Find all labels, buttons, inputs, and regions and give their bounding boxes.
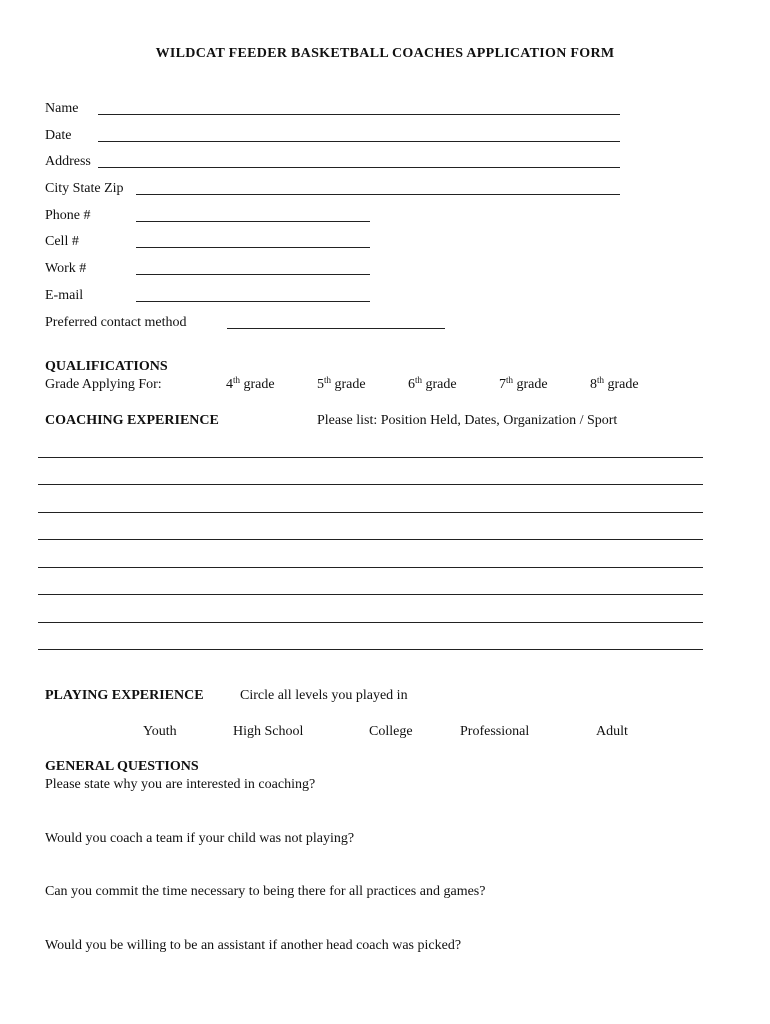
form-title: WILDCAT FEEDER BASKETBALL COACHES APPLICATION FORM (155, 46, 615, 61)
coaching-experience-instruction: Please list: Position Held, Dates, Organization / Sport (317, 413, 618, 428)
work-field[interactable] (136, 274, 370, 275)
grade-applying-label: Grade Applying For: (45, 377, 162, 392)
grade-option-7[interactable] (499, 377, 548, 393)
work-label: Work # (45, 261, 87, 276)
qualifications-heading: QUALIFICATIONS (45, 359, 168, 374)
level-option-youth[interactable]: Youth (143, 724, 177, 739)
grade-suffix: th (415, 375, 423, 385)
name-label: Name (45, 101, 79, 116)
playing-experience-instruction: Circle all levels you played in (240, 688, 408, 703)
question-why-coaching: Please state why you are interested in coaching? (45, 777, 316, 792)
level-option-adult[interactable]: Adult (596, 724, 628, 739)
phone-field[interactable] (136, 221, 370, 222)
grade-number: 7 (499, 377, 506, 392)
grade-option-8[interactable] (590, 377, 639, 393)
grade-word: grade (513, 377, 548, 392)
city-state-zip-field[interactable] (136, 194, 620, 195)
coaching-entry-line[interactable] (38, 484, 703, 485)
address-label: Address (45, 154, 91, 169)
address-field[interactable] (98, 167, 620, 168)
question-coach-without-child: Would you coach a team if your child was not playing? (45, 831, 355, 846)
level-option-professional[interactable]: Professional (460, 724, 530, 739)
city-state-zip-label: City State Zip (45, 181, 124, 196)
grade-number: 6 (408, 377, 415, 392)
question-assistant-willing: Would you be willing to be an assistant if another head coach was picked? (45, 938, 462, 953)
date-field[interactable] (98, 141, 620, 142)
preferred-contact-label: Preferred contact method (45, 315, 187, 330)
playing-experience-heading: PLAYING EXPERIENCE (45, 688, 204, 703)
grade-number: 4 (226, 377, 233, 392)
grade-word: grade (331, 377, 366, 392)
grade-number: 8 (590, 377, 597, 392)
grade-word: grade (422, 377, 457, 392)
cell-label: Cell # (45, 234, 79, 249)
coaching-entry-line[interactable] (38, 567, 703, 568)
email-field[interactable] (136, 301, 370, 302)
grade-option-6[interactable] (408, 377, 457, 393)
date-label: Date (45, 128, 72, 143)
grade-number: 5 (317, 377, 324, 392)
coaching-entry-line[interactable] (38, 622, 703, 623)
cell-field[interactable] (136, 247, 370, 248)
level-option-college[interactable]: College (369, 724, 413, 739)
general-questions-heading: GENERAL QUESTIONS (45, 759, 199, 774)
grade-option-4[interactable] (226, 377, 275, 393)
coaching-entry-line[interactable] (38, 539, 703, 540)
email-label: E-mail (45, 288, 84, 303)
grade-suffix: th (506, 375, 514, 385)
grade-suffix: th (233, 375, 241, 385)
coaching-experience-heading: COACHING EXPERIENCE (45, 413, 219, 428)
grade-option-5[interactable] (317, 377, 366, 393)
preferred-contact-field[interactable] (227, 328, 445, 329)
name-field[interactable] (98, 114, 620, 115)
coaching-entry-line[interactable] (38, 457, 703, 458)
coaching-entry-line[interactable] (38, 512, 703, 513)
grade-word: grade (240, 377, 275, 392)
level-option-high-school[interactable]: High School (233, 724, 304, 739)
grade-suffix: th (324, 375, 332, 385)
grade-suffix: th (597, 375, 605, 385)
phone-label: Phone # (45, 208, 91, 223)
grade-word: grade (604, 377, 639, 392)
question-time-commitment: Can you commit the time necessary to being there for all practices and games? (45, 884, 486, 899)
coaching-entry-line[interactable] (38, 649, 703, 650)
coaching-entry-line[interactable] (38, 594, 703, 595)
